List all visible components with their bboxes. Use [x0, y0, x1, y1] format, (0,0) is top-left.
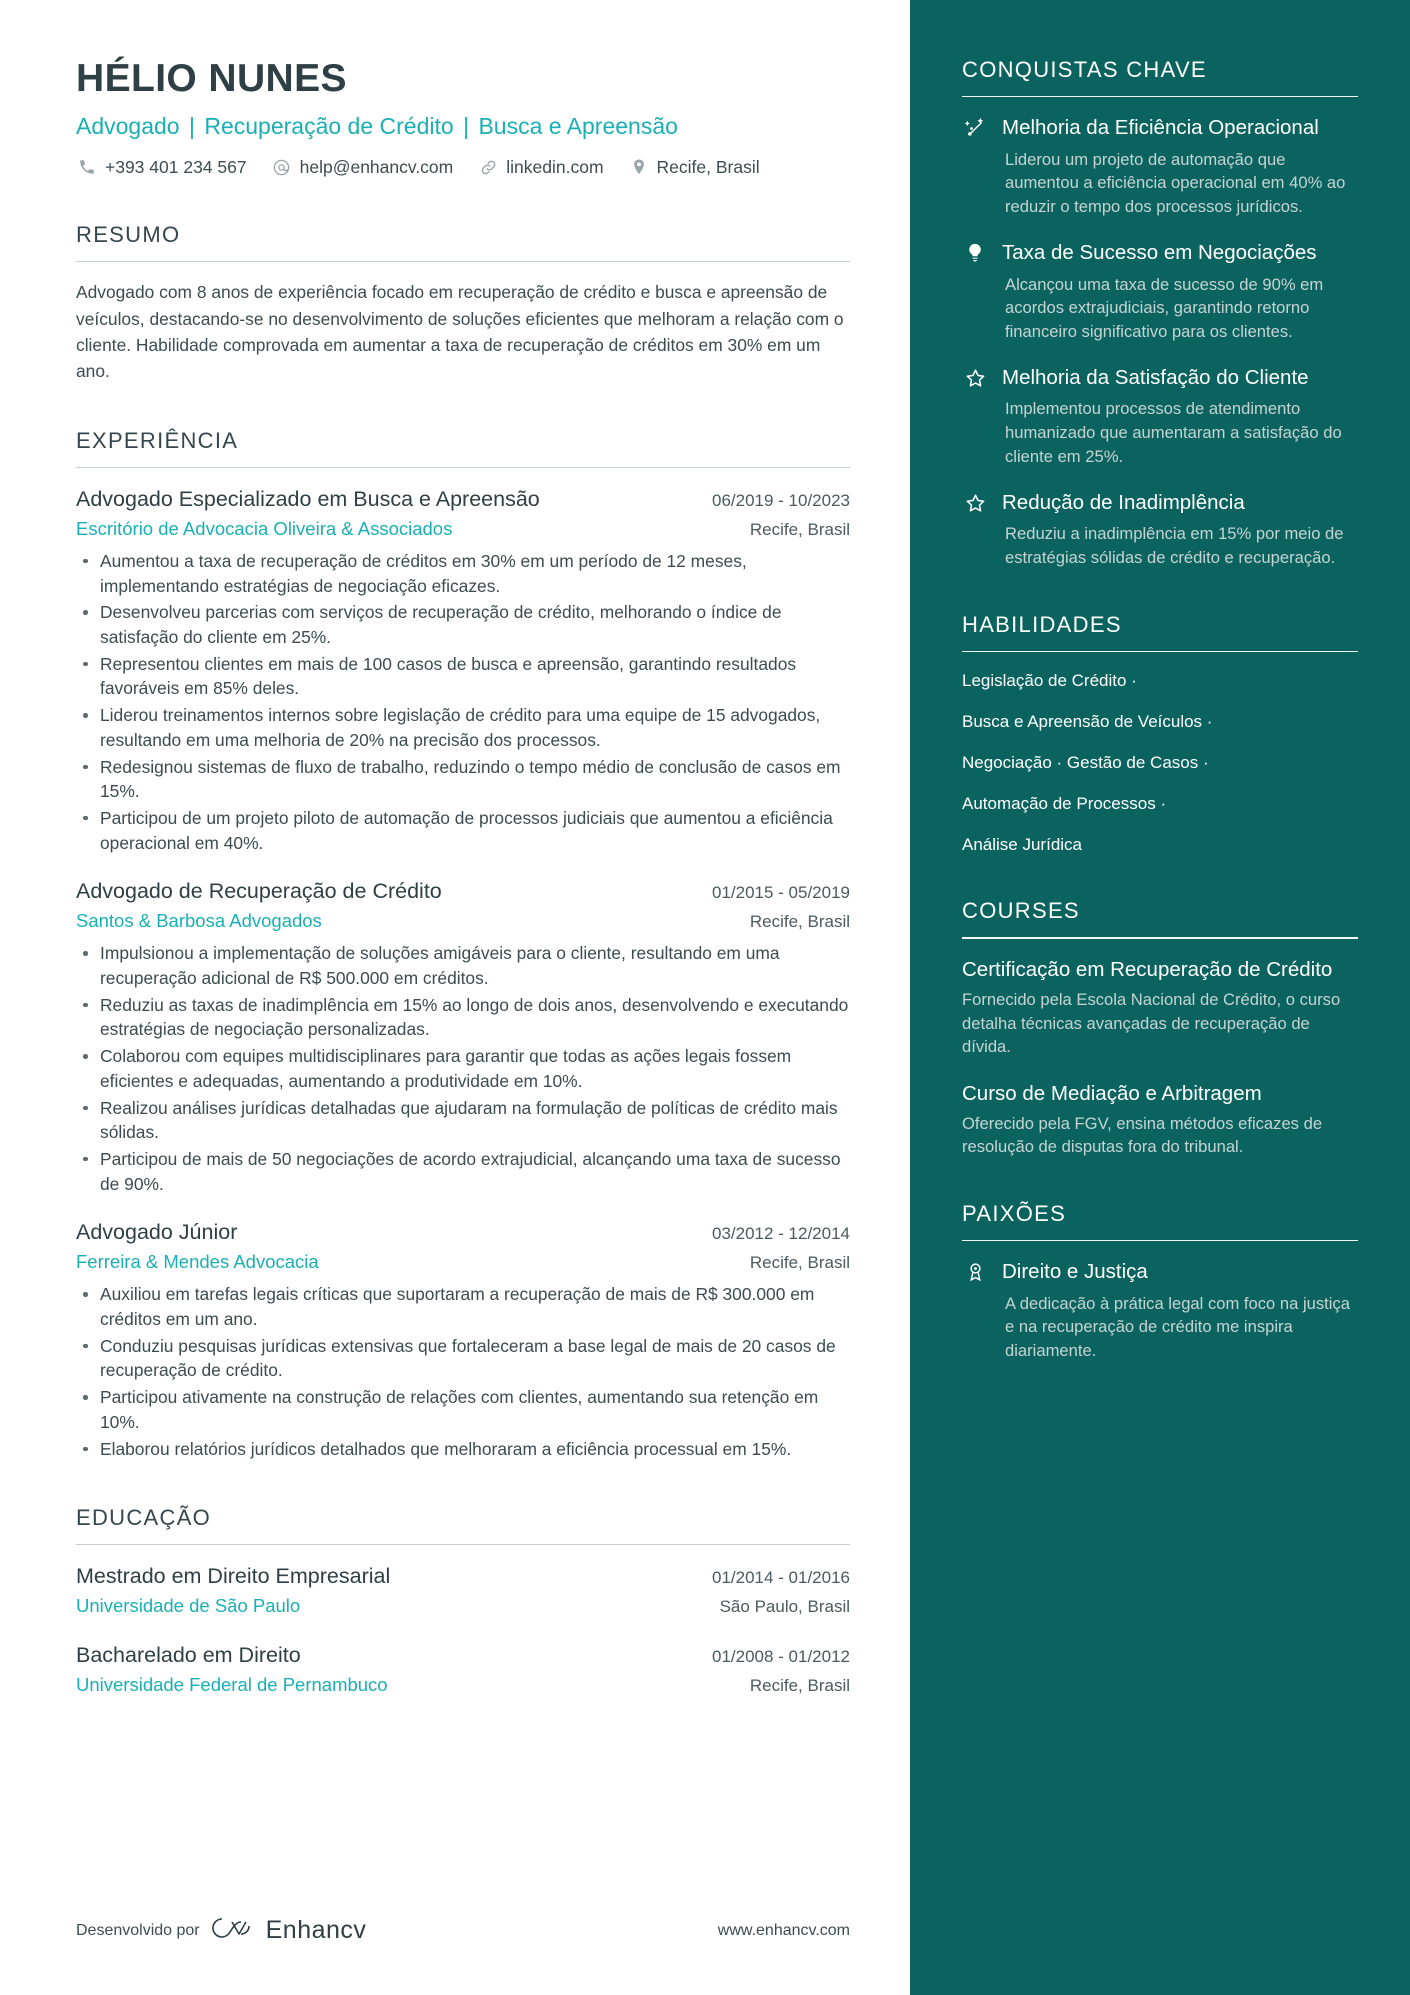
experience-entry — [76, 877, 850, 1196]
job-location: Recife, Brasil — [749, 912, 850, 932]
contact-location-text: Recife, Brasil — [656, 156, 760, 177]
experience-entry — [76, 1218, 850, 1461]
passion-description: A dedicação à prática legal com foco na justiça e na recuperação de crédito me inspira diariamente. — [1005, 1293, 1350, 1360]
star-icon — [962, 367, 988, 390]
entry-subheader-row — [76, 1673, 850, 1698]
job-bullet-list — [76, 941, 850, 1196]
job-title: Advogado Especializado em Busca e Apreensão — [76, 486, 540, 511]
achievement-item — [962, 490, 1358, 569]
section-title-experience: EXPERIÊNCIA — [76, 427, 239, 453]
education-entry — [76, 1562, 850, 1619]
experience-bullet: Redesignou sistemas de fluxo de trabalho, reduzindo o tempo médio de conclusão de casos em 15%. — [76, 755, 850, 804]
degree-dates: 01/2008 - 01/2012 — [711, 1647, 850, 1667]
link-icon — [477, 156, 499, 178]
footer-url[interactable]: www.enhancv.com — [717, 1921, 850, 1939]
entry-subheader-row — [76, 909, 850, 934]
section-divider — [76, 1544, 850, 1545]
experience-bullet: Participou ativamente na construção de relações com clientes, aumentando sua retenção em 10%. — [76, 1385, 850, 1434]
achievement-title: Redução de Inadimplência — [1002, 491, 1245, 515]
headline-separator: | — [463, 112, 470, 139]
experience-bullet: Conduziu pesquisas jurídicas extensivas que fortaleceram a base legal de mais de 20 casos de recuperação de crédito. — [76, 1334, 850, 1383]
section-experience — [76, 428, 850, 1461]
course-description: Oferecido pela FGV, ensina métodos eficazes de resolução de disputas fora do tribunal. — [962, 1113, 1323, 1157]
headline-part-3: Busca e Apreensão — [478, 112, 678, 139]
entry-header-row — [76, 485, 850, 514]
job-bullet-list — [76, 549, 850, 855]
enhancv-logo-icon — [210, 1913, 256, 1948]
section-title-skills: HABILIDADES — [962, 611, 1122, 637]
experience-bullet: Desenvolveu parcerias com serviços de recuperação de crédito, melhorando o índice de satisfação do cliente em 25%. — [76, 600, 850, 649]
phone-icon — [76, 156, 98, 178]
job-location: Recife, Brasil — [749, 1253, 850, 1273]
page-footer — [76, 1913, 850, 1948]
achievement-item — [962, 115, 1358, 218]
job-location: Recife, Brasil — [749, 519, 850, 539]
section-title-passions: PAIXÕES — [962, 1201, 1067, 1227]
job-dates: 06/2019 - 10/2023 — [711, 490, 850, 510]
skill-line: Negociação · Gestão de Casos · — [962, 753, 1209, 773]
course-item — [962, 1081, 1358, 1159]
school-name: Universidade Federal de Pernambuco — [76, 1674, 388, 1696]
header — [76, 58, 850, 178]
job-title: Advogado Júnior — [76, 1220, 238, 1245]
location-pin-icon — [628, 156, 650, 178]
achievement-item — [962, 365, 1358, 468]
professional-headline — [76, 113, 850, 141]
entry-header-row — [76, 877, 850, 906]
job-dates: 03/2012 - 12/2014 — [711, 1224, 850, 1244]
company-name: Escritório de Advocacia Oliveira & Associados — [76, 517, 453, 539]
section-summary — [76, 222, 850, 383]
experience-bullet: Participou de um projeto piloto de automação de processos judiciais que aumentou a eficiência operacional em 40%. — [76, 806, 850, 855]
section-divider — [962, 96, 1358, 97]
entry-subheader-row — [76, 1250, 850, 1275]
contact-email-text: help@enhancv.com — [299, 156, 454, 177]
section-achievements — [962, 57, 1358, 570]
experience-bullet: Reduziu as taxas de inadimplência em 15% ao longo de dois anos, desenvolvendo e executando estratégias de negociação personalizadas. — [76, 993, 850, 1042]
school-name: Universidade de São Paulo — [76, 1595, 301, 1617]
course-title: Curso de Mediação e Arbitragem — [962, 1081, 1262, 1105]
achievement-title: Melhoria da Satisfação do Cliente — [1002, 366, 1309, 390]
entry-header-row — [76, 1218, 850, 1247]
achievement-item — [962, 240, 1358, 343]
experience-bullet: Aumentou a taxa de recuperação de créditos em 30% em um período de 12 meses, implementando estratégias de negociação eficazes. — [76, 549, 850, 598]
experience-bullet: Elaborou relatórios jurídicos detalhados que melhoraram a eficiência processual em 15%. — [76, 1437, 850, 1462]
star-icon — [962, 492, 988, 515]
section-divider — [962, 1240, 1358, 1241]
job-bullet-list — [76, 1282, 850, 1461]
achievement-title: Melhoria da Eficiência Operacional — [1002, 116, 1319, 140]
company-name: Santos & Barbosa Advogados — [76, 910, 322, 932]
degree-dates: 01/2014 - 01/2016 — [711, 1568, 850, 1588]
skills-list — [962, 670, 1358, 856]
headline-part-2: Recuperação de Crédito — [204, 112, 454, 139]
achievement-body — [1002, 490, 1358, 569]
company-name: Ferreira & Mendes Advocacia — [76, 1251, 319, 1273]
brand-name: Enhancv — [265, 1916, 367, 1944]
entry-header-row — [76, 1562, 850, 1591]
experience-bullet: Representou clientes em mais de 100 casos de busca e apreensão, garantindo resultados favoráveis em 85% deles. — [76, 652, 850, 701]
section-divider — [962, 937, 1358, 938]
section-title-summary: RESUMO — [76, 222, 181, 248]
passion-body — [1002, 1259, 1358, 1362]
entry-subheader-row — [76, 517, 850, 542]
developed-by-label: Desenvolvido por — [76, 1921, 200, 1939]
experience-bullet: Colaborou com equipes multidisciplinares para garantir que todas as ações legais fossem eficientes e adequadas, aumentando a produtividade em 10%. — [76, 1044, 850, 1093]
experience-bullet: Impulsionou a implementação de soluções amigáveis para o cliente, resultando em uma recuperação adicional de R$ 500.000 em créditos. — [76, 941, 850, 990]
section-education — [76, 1505, 850, 1698]
experience-bullet: Realizou análises jurídicas detalhadas que ajudaram na formulação de políticas de crédito mais sólidas. — [76, 1096, 850, 1145]
skill-line: Busca e Apreensão de Veículos · — [962, 712, 1213, 731]
section-passions — [962, 1201, 1358, 1362]
achievement-description: Reduziu a inadimplência em 15% por meio de estratégias sólidas de crédito e recuperação. — [1005, 524, 1344, 567]
contact-linkedin-text: linkedin.com — [506, 156, 604, 177]
achievements-list — [962, 115, 1358, 569]
experience-bullet: Liderou treinamentos internos sobre legislação de crédito para uma equipe de 15 advogados, resultando em uma melhoria de 20% na precisão dos processos. — [76, 703, 850, 752]
job-title: Advogado de Recuperação de Crédito — [76, 879, 442, 904]
contact-phone-text: +393 401 234 567 — [105, 156, 247, 177]
achievement-body — [1002, 240, 1358, 343]
education-list — [76, 1562, 850, 1698]
achievement-description: Liderou um projeto de automação que aumentou a eficiência operacional em 40% ao reduzir o tempo dos processos jurídicos. — [1005, 149, 1346, 216]
section-title-courses: COURSES — [962, 898, 1080, 924]
contact-linkedin[interactable] — [477, 156, 603, 178]
entry-header-row — [76, 1641, 850, 1670]
section-divider — [76, 261, 850, 262]
page-title: HÉLIO NUNES — [76, 57, 347, 100]
achievement-description: Alcançou uma taxa de sucesso de 90% em acordos extrajudiciais, garantindo retorno financeiro significativo para os clientes. — [1005, 274, 1324, 341]
achievement-body — [1002, 365, 1358, 468]
section-title-education: EDUCAÇÃO — [76, 1505, 212, 1531]
passion-item — [962, 1259, 1358, 1362]
achievement-body — [1002, 115, 1358, 218]
experience-bullet: Participou de mais de 50 negociações de acordo extrajudicial, alcançando uma taxa de sucesso de 90%. — [76, 1147, 850, 1196]
education-entry — [76, 1641, 850, 1698]
experience-list — [76, 485, 850, 1461]
school-location: São Paulo, Brasil — [719, 1597, 850, 1617]
section-divider — [962, 651, 1358, 652]
achievement-description: Implementou processos de atendimento humanizado que aumentaram a satisfação do cliente em 25%. — [1005, 399, 1342, 466]
section-divider — [76, 467, 850, 468]
award-ribbon-icon — [962, 1261, 988, 1283]
section-title-achievements: CONQUISTAS CHAVE — [962, 57, 1207, 82]
degree-title: Bacharelado em Direito — [76, 1643, 301, 1668]
skill-line: Análise Jurídica — [962, 835, 1083, 855]
passions-list — [962, 1259, 1358, 1362]
course-item — [962, 957, 1358, 1059]
section-courses — [962, 898, 1358, 1159]
brand-block — [76, 1913, 366, 1948]
headline-separator: | — [188, 112, 195, 139]
summary-text: Advogado com 8 anos de experiência focado em recuperação de crédito e busca e apreensão de veículos, destacando-se no desenvolvimento de soluções eficientes que melhoram a relação com o cliente. Habilidade comprovada em aumentar a taxa de recuperação de créditos em 30% em um ano. — [76, 282, 844, 381]
course-title: Certificação em Recuperação de Crédito — [962, 957, 1333, 981]
section-skills — [962, 612, 1358, 857]
sparkle-chart-icon — [962, 117, 988, 139]
skill-line: Automação de Processos · — [962, 794, 1167, 814]
passion-title: Direito e Justiça — [1002, 1260, 1148, 1284]
degree-title: Mestrado em Direito Empresarial — [76, 1564, 391, 1589]
achievement-title: Taxa de Sucesso em Negociações — [1002, 241, 1317, 265]
contact-bar — [76, 156, 850, 178]
entry-subheader-row — [76, 1594, 850, 1619]
skill-line: Legislação de Crédito · — [962, 670, 1137, 690]
courses-list — [962, 957, 1358, 1159]
course-description: Fornecido pela Escola Nacional de Crédito, o curso detalha técnicas avançadas de recuperação de dívida. — [962, 990, 1341, 1057]
email-icon — [271, 156, 293, 178]
lightbulb-icon — [962, 242, 988, 264]
contact-email[interactable] — [271, 156, 454, 178]
contact-phone[interactable] — [76, 156, 247, 178]
sidebar — [910, 0, 1410, 1995]
headline-part-1: Advogado — [76, 112, 180, 139]
experience-entry — [76, 485, 850, 855]
school-location: Recife, Brasil — [749, 1676, 850, 1696]
job-dates: 01/2015 - 05/2019 — [711, 883, 850, 903]
experience-bullet: Auxiliou em tarefas legais críticas que suportaram a recuperação de mais de R$ 300.000 em créditos em um ano. — [76, 1282, 850, 1331]
contact-location — [628, 156, 760, 178]
